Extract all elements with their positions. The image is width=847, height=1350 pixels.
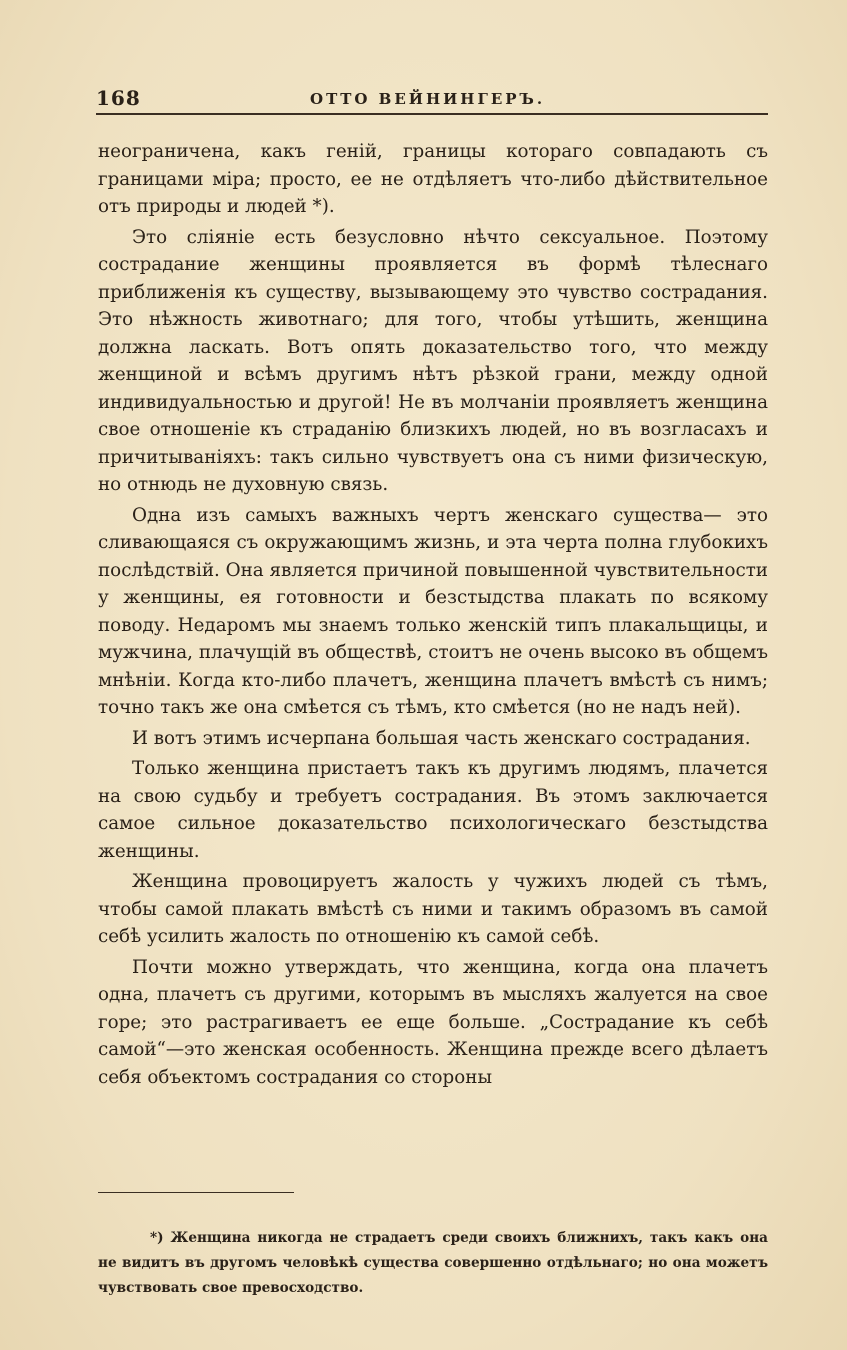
paragraph-1: неограничена, какъ геній, границы котораго совпадають съ границами міра; просто, ее не отдѣляетъ что-либо дѣйствительное отъ природы и людей *).	[98, 141, 768, 217]
page-number: 168	[96, 86, 141, 110]
paragraph-7: Почти можно утверждать, что женщина, когда она плачетъ одна, плачетъ съ другими, которымъ въ мысляхъ жалуется на свое горе; это растрагиваетъ ее еще больше. „Сострадание къ себѣ самой“—это женская особенность. Женщина прежде всего дѣлаетъ себя объектомъ сострадания со стороны	[98, 956, 768, 1088]
paragraph-6: Женщина провоцируетъ жалость у чужихъ людей съ тѣмъ, чтобы самой плакать вмѣстѣ съ ними и такимъ образомъ въ самой себѣ усилить жалость по отношенію къ самой себѣ.	[98, 871, 768, 947]
footnote: *) Женщина никогда не страдаетъ среди своихъ ближнихъ, такъ какъ она не видитъ въ другомъ человѣкѣ существа совершенно отдѣльнаго; но она можетъ чувствовать свое превосходство.	[98, 1229, 768, 1296]
running-title: ОТТО ВЕЙНИНГЕРЪ.	[310, 90, 546, 108]
paragraph-5: Только женщина пристаетъ такъ къ другимъ людямъ, плачется на свою судьбу и требуетъ сострадания. Въ этомъ заключается самое сильное доказательство психологическаго безстыдства женщины.	[98, 758, 768, 862]
paragraph-2: Это сліяніе есть безусловно нѣчто сексуальное. Поэтому сострадание женщины проявляется въ формѣ тѣлеснаго приближенія къ существу, вызывающему это чувство сострадания. Это нѣжность животнаго; для того, чтобы утѣшить, женщина должна ласкать. Вотъ опять доказательство того, что между женщиной и всѣмъ другимъ нѣтъ рѣзкой грани, между одной индивидуальностью и другой! Не въ молчаніи проявляетъ женщина свое отношеніе къ страданію близкихъ людей, но въ возгласахъ и причитываніяхъ: такъ сильно чувствуетъ она съ ними физическую, но отнюдь не духовную связь.	[98, 226, 768, 495]
running-head	[96, 86, 768, 112]
header-rule	[96, 113, 768, 115]
footnote-rule	[98, 1192, 294, 1193]
body-text	[98, 138, 768, 1091]
paragraph-3: Одна изъ самыхъ важныхъ чертъ женскаго существа— это сливающаяся съ окружающимъ жизнь, и эта черта полна глубокихъ послѣдствій. Она является причиной повышенной чувствительности у женщины, ея готовности и безстыдства плакать по всякому поводу. Недаромъ мы знаемъ только женскій типъ плакальщицы, и мужчина, плачущій въ обществѣ, стоитъ не очень высоко въ общемъ мнѣніи. Когда кто-либо плачетъ, женщина плачетъ вмѣстѣ съ нимъ; точно такъ же она смѣется съ тѣмъ, кто смѣется (но не надъ ней).	[98, 504, 768, 718]
paragraph-4: И вотъ этимъ исчерпана большая часть женскаго сострадания.	[132, 727, 751, 749]
